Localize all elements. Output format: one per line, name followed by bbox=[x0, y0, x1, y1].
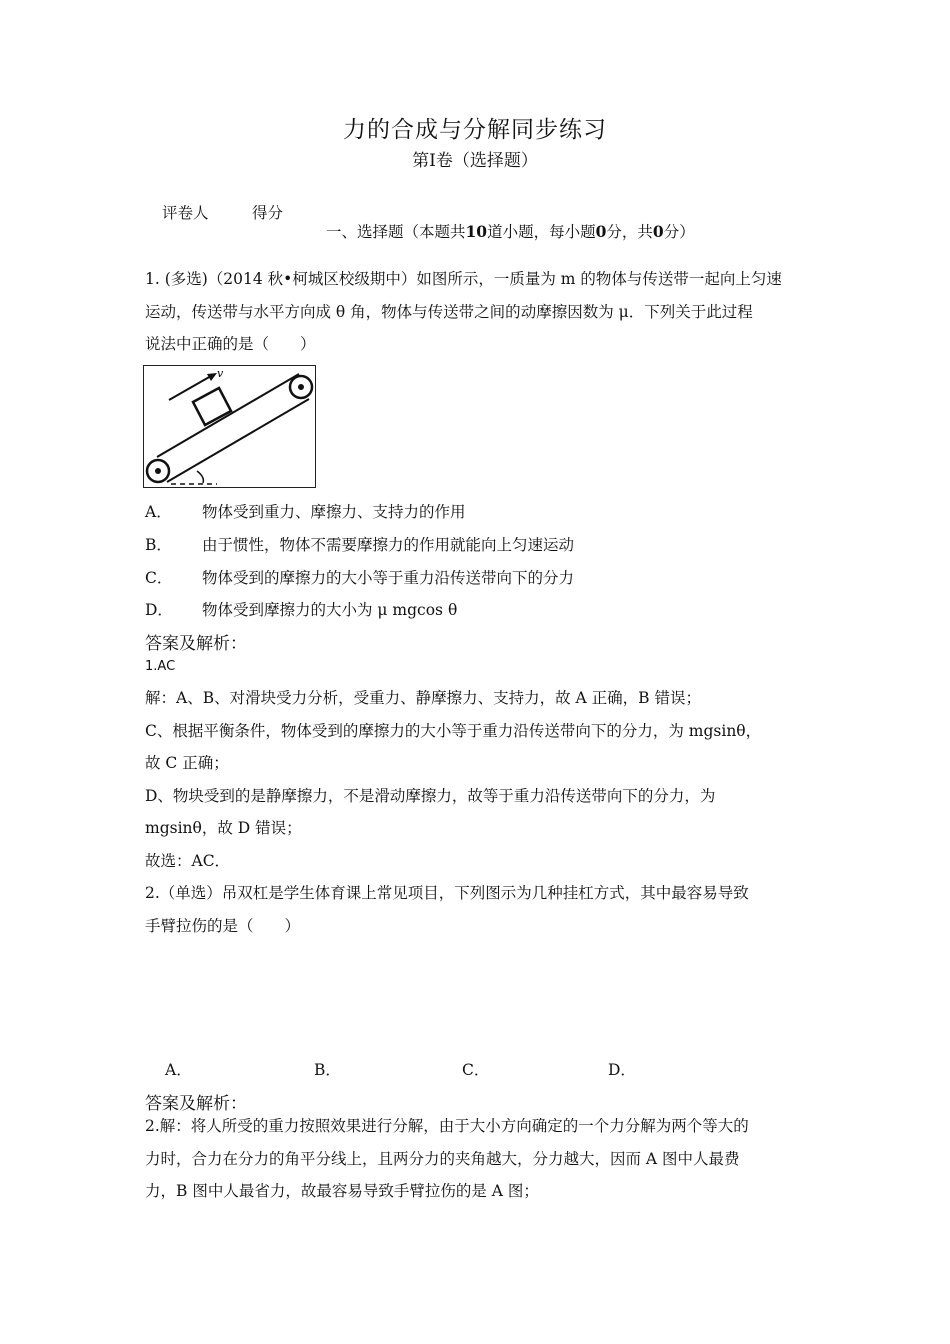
q1-option-c: C． 物体受到的摩擦力的大小等于重力沿传送带向下的分力 bbox=[145, 569, 575, 587]
q1-line-1: 1. (多选)（2014 秋•柯城区校级期中）如图所示，一质量为 m 的物体与传送带一起向上匀速 bbox=[145, 270, 782, 288]
section-heading bbox=[326, 220, 695, 242]
q2-option-d: D． bbox=[608, 1061, 636, 1079]
q2-option-c: C． bbox=[462, 1061, 490, 1079]
q1-solution-3: 故 C 正确； bbox=[145, 754, 229, 772]
section-count: 10 bbox=[465, 222, 488, 241]
q1-line-2: 运动，传送带与水平方向成 θ 角，物体与传送带之间的动摩擦因数为 μ．下列关于此过程 bbox=[145, 303, 753, 321]
page-title: 力的合成与分解同步练习 bbox=[343, 117, 607, 143]
section-prefix: 一、选择题（本题共 bbox=[326, 223, 466, 241]
section-mid2: 分，共 bbox=[606, 223, 653, 241]
q2-line-2: 手臂拉伤的是（ ） bbox=[145, 917, 301, 935]
conveyor-belt-figure bbox=[143, 365, 317, 489]
q2-answer-header: 答案及解析： bbox=[145, 1094, 247, 1114]
q2-solution-3: 力，B 图中人最省力，故最容易导致手臂拉伤的是 A 图； bbox=[145, 1182, 539, 1200]
q1-solution-2: C、根据平衡条件，物体受到的摩擦力的大小等于重力沿传送带向下的分力，为 mgsinθ， bbox=[145, 722, 762, 740]
q1-solution-1: 解：A、B、对滑块受力分析，受重力、静摩擦力、支持力，故 A 正确，B 错误； bbox=[145, 689, 701, 707]
q1-solution-4: D、物块受到的是静摩擦力，不是滑动摩擦力，故等于重力沿传送带向下的分力，为 bbox=[145, 787, 716, 805]
page-subtitle: 第Ⅰ卷（选择题） bbox=[412, 151, 538, 171]
q1-solution-5: mgsinθ，故 D 错误； bbox=[145, 819, 302, 837]
velocity-label: v bbox=[217, 367, 224, 380]
q1-solution-6: 故选：AC． bbox=[145, 852, 231, 870]
q2-line-1: 2.（单选）吊双杠是学生体育课上常见项目，下列图示为几种挂杠方式，其中最容易导致 bbox=[145, 884, 749, 902]
score-label: 得分 bbox=[252, 204, 284, 222]
q1-option-d: D． 物体受到摩擦力的大小为 μ mgcos θ bbox=[145, 601, 458, 619]
q2-solution-2: 力时，合力在分力的角平分线上，且两分力的夹角越大，分力越大，因而 A 图中人最费 bbox=[145, 1150, 740, 1168]
q1-line-3: 说法中正确的是（ ） bbox=[145, 335, 316, 353]
section-each: 0 bbox=[595, 222, 607, 241]
section-suffix: 分） bbox=[663, 223, 695, 241]
q2-option-a: A． bbox=[165, 1061, 192, 1079]
q1-answer-header: 答案及解析： bbox=[145, 634, 247, 654]
section-total: 0 bbox=[652, 222, 664, 241]
grader-label: 评卷人 bbox=[162, 204, 209, 222]
section-mid1: 道小题，每小题 bbox=[487, 223, 596, 241]
q2-solution-1: 2.解：将人所受的重力按照效果进行分解，由于大小方向确定的一个力分解为两个等大的 bbox=[145, 1117, 749, 1135]
q2-option-b: B． bbox=[314, 1061, 341, 1079]
q1-option-b: B． 由于惯性，物体不需要摩擦力的作用就能向上匀速运动 bbox=[145, 536, 575, 554]
q1-option-a: A． 物体受到重力、摩擦力、支持力的作用 bbox=[145, 503, 466, 521]
q1-answer-key: 1.AC bbox=[145, 659, 176, 674]
